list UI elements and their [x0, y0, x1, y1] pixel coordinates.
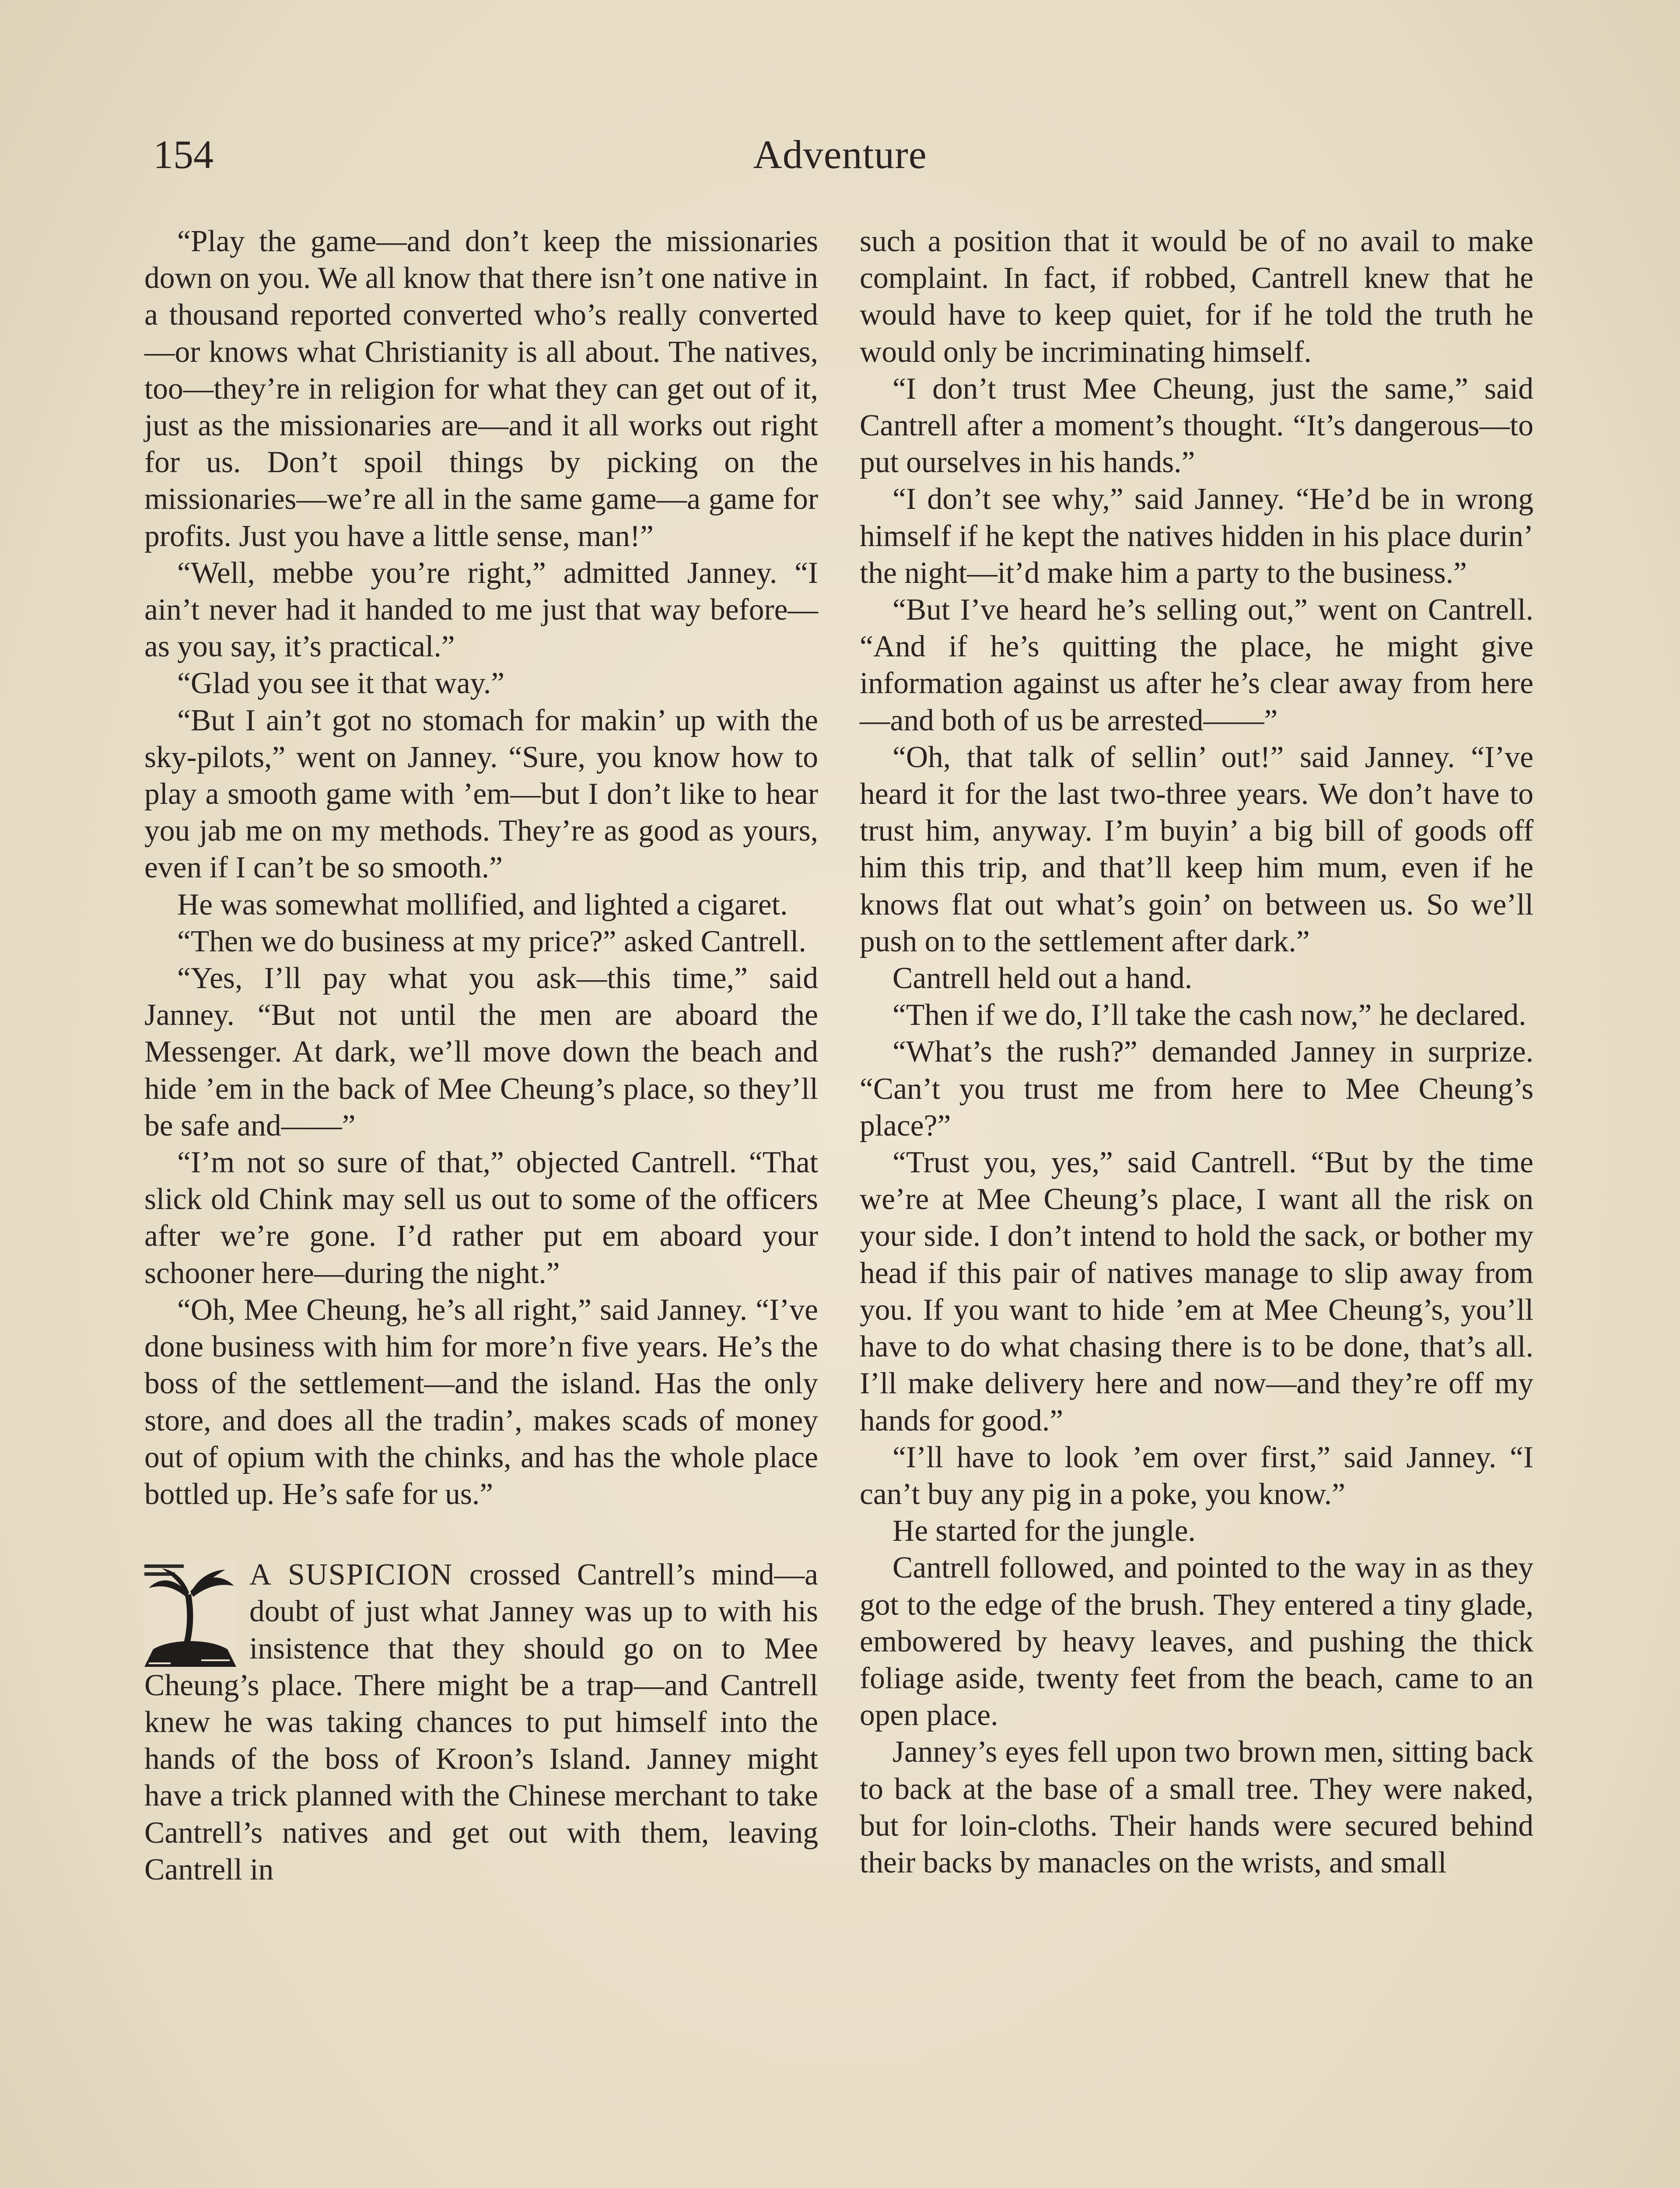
- lead-caps: A SUSPICION: [249, 1558, 453, 1592]
- paragraph: “Then if we do, I’ll take the cash now,” he declared.: [892, 998, 1526, 1032]
- section-opening-paragraph: [144, 1557, 818, 1888]
- paragraph: “I’ll have to look ’em over first,” said Janney. “I can’t buy any pig in a poke, you know.”: [860, 1440, 1533, 1511]
- paragraph: “Glad you see it that way.”: [177, 666, 505, 701]
- paragraph: Cantrell followed, and pointed to the way in as they got to the edge of the brush. They entered a tiny glade, embowered by heavy leaves, and pushing the thick foliage aside, twenty feet from the beach, came to an open place.: [860, 1551, 1533, 1732]
- page-number: 154: [153, 132, 214, 177]
- running-title: Adventure: [753, 132, 927, 177]
- paragraph: Cantrell held out a hand.: [892, 961, 1193, 996]
- paragraph: “I’m not so sure of that,” objected Cantrell. “That slick old Chink may sell us out to some of the officers after we’re gone. I’d rather put em aboard your schooner here—during the night.”: [144, 1146, 818, 1290]
- paragraph: “Yes, I’ll pay what you ask—this time,” said Janney. “But not until the men are aboard the Messenger. At dark, we’ll move down the beach and hide ’em in the back of Mee Cheung’s place, so they’ll be safe and——”: [144, 961, 818, 1143]
- paragraph: “Oh, that talk of sellin’ out!” said Janney. “I’ve heard it for the last two-three years. We don’t have to trust him, anyway. I’m buyin’ a big bill of goods off him this trip, and that’ll keep him mum, even if he knows flat out what’s goin’ on between us. So we’ll push on to the settlement after dark.”: [860, 740, 1533, 958]
- paragraph: “Well, mebbe you’re right,” admitted Janney. “I ain’t never had it handed to me just that way before—as you say, it’s practical.”: [144, 556, 818, 664]
- paragraph-text: crossed Cantrell’s mind—a doubt of just what Janney was up to with his insistence that they should go on to Mee Cheung’s place. There might be a trap—and Cantrell knew he was taking chances to put himself into the hands of the boss of Kroon’s Island. Janney might have a trick planned with the Chinese merchant to take Cantrell’s natives and get out with them, leaving Cantrell in: [144, 1558, 818, 1886]
- paragraph: “Then we do business at my price?” asked Cantrell.: [177, 924, 806, 958]
- paragraph: “What’s the rush?” demanded Janney in surprize. “Can’t you trust me from here to Mee Cheung’s place?”: [860, 1035, 1533, 1143]
- palm-island-icon: [144, 1562, 236, 1667]
- paragraph: Janney’s eyes fell upon two brown men, sitting back to back at the base of a small tree. They were naked, but for loin-cloths. Their hands were secured behind their backs by manacles on the wrists, and small: [860, 1735, 1533, 1879]
- paragraph: He was somewhat mollified, and lighted a cigaret.: [177, 887, 788, 922]
- column-left: [144, 223, 818, 1888]
- page-header: [144, 131, 1536, 184]
- paragraph: “But I’ve heard he’s selling out,” went on Cantrell. “And if he’s quitting the place, he might give information against us after he’s clear away from here—and both of us be arrested——”: [860, 593, 1533, 737]
- paragraph: such a position that it would be of no avail to make complaint. In fact, if robbed, Cantrell knew that he would have to keep quiet, for if he told the truth he would only be incriminating himself.: [860, 224, 1533, 369]
- paragraph: He started for the jungle.: [892, 1514, 1196, 1548]
- paragraph: “I don’t trust Mee Cheung, just the same,” said Cantrell after a moment’s thought. “It’s dangerous—to put ourselves in his hands.”: [860, 372, 1533, 480]
- section-break: [144, 1513, 818, 1557]
- paragraph: “Play the game—and don’t keep the missionaries down on you. We all know that there isn’t one native in a thousand reported converted who’s really converted—or knows what Christianity is all about. The natives, too—they’re in religion for what they can get out of it, just as the missionaries are—and it all works out right for us. Don’t spoil things by picking on the missionaries—we’re all in the same game—a game for profits. Just you have a little sense, man!”: [144, 224, 818, 553]
- paragraph: “I don’t see why,” said Janney. “He’d be in wrong himself if he kept the natives hidden in his place durin’ the night—it’d make him a party to the business.”: [860, 482, 1533, 590]
- paragraph: “But I ain’t got no stomach for makin’ up with the sky-pilots,” went on Janney. “Sure, you know how to play a smooth game with ’em—but I don’t like to hear you jab me on my methods. They’re as good as yours, even if I can’t be so smooth.”: [144, 703, 818, 885]
- column-right: [860, 223, 1533, 1881]
- paragraph: “Oh, Mee Cheung, he’s all right,” said Janney. “I’ve done business with him for more’n five years. He’s the boss of the settlement—and the island. Has the only store, and does all the tradin’, makes scads of money out of opium with the chinks, and has the whole place bottled up. He’s safe for us.”: [144, 1293, 818, 1511]
- paragraph: “Trust you, yes,” said Cantrell. “But by the time we’re at Mee Cheung’s place, I want all the risk on your side. I don’t intend to hold the sack, or bother my head if this pair of natives manage to slip away from you. If you want to hide ’em at Mee Cheung’s, you’ll have to do what chasing there is to be done, that’s all. I’ll make delivery here and now—and they’re off my hands for good.”: [860, 1146, 1533, 1438]
